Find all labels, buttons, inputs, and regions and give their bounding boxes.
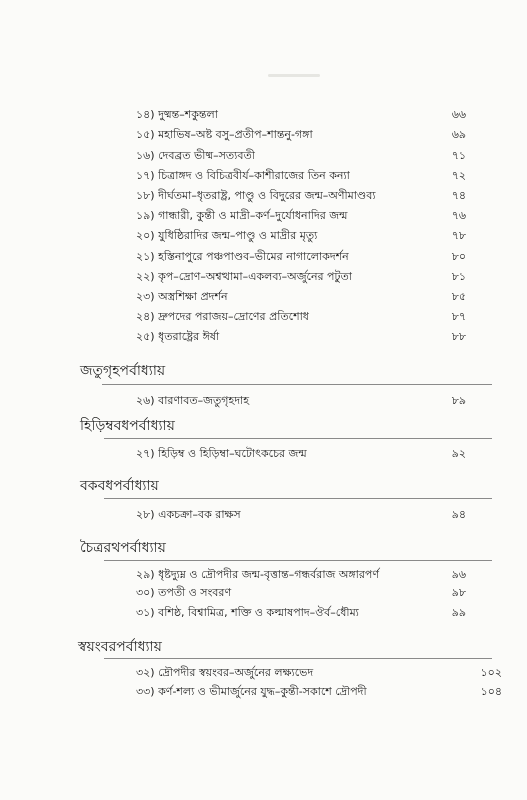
entry-title: ২২) কৃপ–দ্রোণ–অশ্বত্থামা–একলব্য–অর্জুনের পটুতা <box>136 270 352 283</box>
entry-page: ৬৬ <box>451 108 466 121</box>
entry-page: ৮৭ <box>451 310 466 323</box>
entry-title: ২৭) হিড়িম্ব ও হিড়িম্বা–ঘটোৎকচের জন্ম <box>136 447 307 460</box>
entry-page: ৮৯ <box>451 394 466 407</box>
entry-title: ৩৩) কর্ণ-শল্য ও ভীমার্জুনের যুদ্ধ–কুন্তী-সকাশে দ্রৌপদী <box>136 685 367 698</box>
entry-title: ১৮) দীর্ঘতমা–ধৃতরাষ্ট্র, পাণ্ডু ও বিদুরের জন্ম–অণীমাণ্ডব্য <box>136 189 376 202</box>
page-smudge <box>268 74 320 77</box>
entry-page: ৯৬ <box>451 568 466 581</box>
entry-page: ৭২ <box>451 169 466 182</box>
entry-page: ৯২ <box>451 447 466 460</box>
entry-title: ২৬) বারণাবত–জতুগৃহদাহ <box>136 394 250 407</box>
entry-title: ১৯) গান্ধারী, কুন্তী ও মাদ্রী–কর্ণ–দুর্যোধনাদির জন্ম <box>136 209 348 222</box>
entry-title: ২৪) দ্রুপদের পরাজয়–দ্রোণের প্রতিশোধ <box>136 310 309 323</box>
entry-page: ৭৪ <box>451 189 466 202</box>
entry-page: ৭৬ <box>451 209 466 222</box>
section-divider <box>104 658 492 659</box>
entry-title: ১৪) দুষ্মন্ত–শকুন্তলা <box>136 108 218 121</box>
section-divider <box>104 438 492 439</box>
entry-title: ১৭) চিত্রাঙ্গদ ও বিচিত্রবীর্য–কাশীরাজের তিন কন্যা <box>136 169 350 182</box>
entry-title: ৩১) বশিষ্ঠ, বিশ্বামিত্র, শক্তি ও কল্মাষপাদ–ঔর্ব–ধৌম্য <box>136 606 359 619</box>
entry-title: ২১) হস্তিনাপুরে পঞ্চপাণ্ডব–ভীমের নাগালোকদর্শন <box>136 250 349 263</box>
section-title: হিড়িম্ববধপর্বাধ্যায় <box>80 418 175 434</box>
entry-title: ২৮) একচক্রা–বক রাক্ষস <box>136 508 241 521</box>
entry-title: ৩০) তপতী ও সংবরণ <box>136 586 232 599</box>
entry-title: ১৫) মহাভিষ–অষ্ট বসু–প্রতীপ–শান্তনু-গঙ্গা <box>136 128 313 141</box>
section-title: জতুগৃহপর্বাধ্যায় <box>80 363 166 379</box>
entry-title: ৩২) দ্রৌপদীর স্বয়ংবর–অর্জুনের লক্ষ্যভেদ <box>136 666 314 679</box>
entry-page: ৮৫ <box>451 290 466 303</box>
entry-page: ৬৯ <box>451 128 466 141</box>
entry-page: ১০২ <box>480 666 502 679</box>
section-divider <box>104 560 492 561</box>
entry-title: ২৫) ধৃতরাষ্ট্রের ঈর্ষা <box>136 330 220 343</box>
entry-page: ৯৮ <box>451 586 466 599</box>
entry-page: ৯৪ <box>451 508 466 521</box>
entry-title: ১৬) দেবব্রত ভীষ্ম–সত্যবতী <box>136 149 255 162</box>
entry-page: ৭১ <box>451 149 466 162</box>
entry-page: ১০৪ <box>480 685 502 698</box>
entry-page: ৮১ <box>451 270 466 283</box>
entry-title: ২৩) অস্ত্রশিক্ষা প্রদর্শন <box>136 290 228 303</box>
entry-title: ২০) যুধিষ্ঠিরাদির জন্ম–পাণ্ডু ও মাদ্রীর মৃত্যু <box>136 229 318 242</box>
section-title: চৈত্ররথপর্বাধ্যায় <box>80 540 166 556</box>
entry-page: ৭৮ <box>451 229 466 242</box>
section-title: স্বয়ংবরপর্বাধ্যায় <box>78 639 162 655</box>
section-title: বকবধপর্বাধ্যায় <box>80 478 159 494</box>
entry-page: ৮৮ <box>451 330 466 343</box>
section-divider <box>102 384 492 385</box>
entry-title: ২৯) ধৃষ্টদ্যুম্ন ও দ্রৌপদীর জন্ম-বৃত্তান্ত–গন্ধর্বরাজ অঙ্গারপর্ণ <box>136 568 380 581</box>
entry-page: ৮০ <box>451 250 466 263</box>
entry-page: ৯৯ <box>451 606 466 619</box>
section-divider <box>104 498 492 499</box>
